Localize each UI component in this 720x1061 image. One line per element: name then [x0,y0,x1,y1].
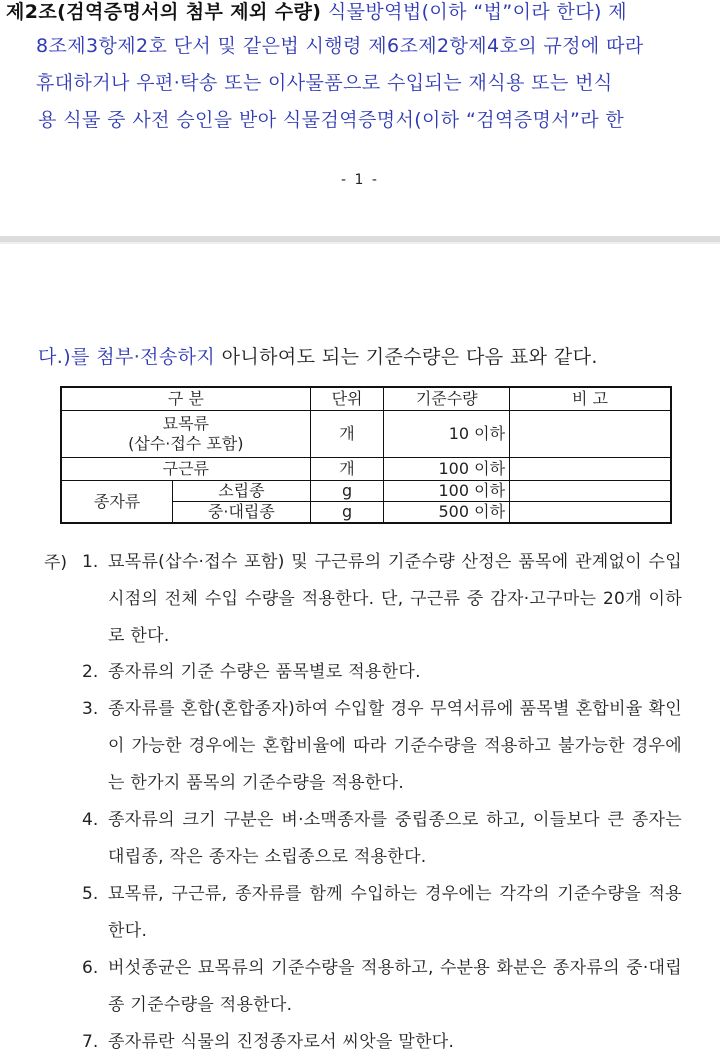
note-item [82,876,682,950]
note-item [82,544,682,655]
cell-unit: g [310,481,384,502]
note-number: 5. [82,884,99,904]
cell-remark [510,481,671,502]
note-number: 2. [82,662,99,682]
article-line-3: 휴대하거나 우편·탁송 또는 이사물품으로 수입되는 재식용 또는 번식 [36,72,613,94]
article-text: 식물방역법(이하 “법”이라 한다) 제 [321,1,628,23]
cell-unit: 개 [310,411,384,458]
note-item [82,950,682,1024]
cell-subcategory: 중·대립종 [173,502,311,524]
category-subtext: (삽수·접수 포함) [128,434,244,453]
cell-quantity: 10 이하 [384,411,510,458]
article-heading: 제2조(검역증명서의 첨부 제외 수량) [6,1,322,23]
cell-category: 종자류 [61,481,173,524]
continuation-line [38,345,720,369]
cell-quantity: 500 이하 [384,502,510,524]
note-number: 1. [82,552,99,572]
cell-subcategory: 소립종 [173,481,311,502]
cell-remark [510,411,671,458]
cell-quantity: 100 이하 [384,458,510,481]
note-number: 3. [82,699,99,719]
table-row [61,481,671,502]
note-text: 종자류란 식물의 진정종자로서 씨앗을 말한다. [108,1032,455,1052]
note-number: 4. [82,810,99,830]
cell-quantity: 100 이하 [384,481,510,502]
continuation-text: 아니하여도 되는 기준수량은 다음 표와 같다. [215,346,598,368]
continuation-blue-text: 다.)를 첨부·전송하지 [38,346,216,368]
header-category: 구 분 [61,387,310,411]
page-gap [0,242,720,244]
note-item [82,654,682,691]
note-number: 7. [82,1032,99,1052]
article-line-1 [6,0,720,24]
category-name: 묘목류 [162,414,209,433]
note-item [82,802,682,876]
page-number: - 1 - [341,172,379,188]
cell-category [61,411,310,458]
table-row [61,458,671,481]
cell-unit: g [310,502,384,524]
notes-marker: 주) [44,553,68,573]
article-line-4: 용 식물 중 사전 승인을 받아 식물검역증명서(이하 “검역증명서”라 한 [38,109,625,131]
document-page-1 [0,0,720,236]
note-text: 종자류의 크기 구분은 벼·소맥종자를 중립종으로 하고, 이들보다 큰 종자는 대립종, 작은 종자는 소립종으로 적용한다. [108,810,682,867]
cell-category: 구근류 [61,458,310,481]
cell-remark [510,502,671,524]
standard-quantity-table [60,386,672,524]
note-text: 버섯종균은 묘목류의 기준수량을 적용하고, 수분용 화분은 종자류의 중·대립종 기준수량을 적용한다. [108,958,682,1015]
header-unit: 단위 [310,387,384,411]
note-text: 종자류의 기준 수량은 품목별로 적용한다. [108,662,421,682]
header-remark: 비 고 [510,387,671,411]
header-quantity: 기준수량 [384,387,510,411]
table-row [61,411,671,458]
note-item [82,1024,682,1061]
note-number: 6. [82,958,99,978]
table-header-row [61,387,671,411]
note-text: 묘목류(삽수·접수 포함) 및 구근류의 기준수량 산정은 품목에 관계없이 수입시점의 전체 수입 수량을 적용한다. 단, 구근류 중 감자·고구마는 20개 이하로 한다. [108,552,682,646]
cell-remark [510,458,671,481]
note-text: 묘목류, 구근류, 종자류를 함께 수입하는 경우에는 각각의 기준수량을 적용한다. [108,884,682,941]
cell-unit: 개 [310,458,384,481]
note-text: 종자류를 혼합(혼합종자)하여 수입할 경우 무역서류에 품목별 혼합비율 확인이 가능한 경우에는 혼합비율에 따라 기준수량을 적용하고 불가능한 경우에는 한가지 품목의 기준수량을 적용한다. [108,699,682,793]
article-line-2: 8조제3항제2호 단서 및 같은법 시행령 제6조제2항제4호의 규정에 따라 [36,35,644,57]
note-item [82,691,682,802]
